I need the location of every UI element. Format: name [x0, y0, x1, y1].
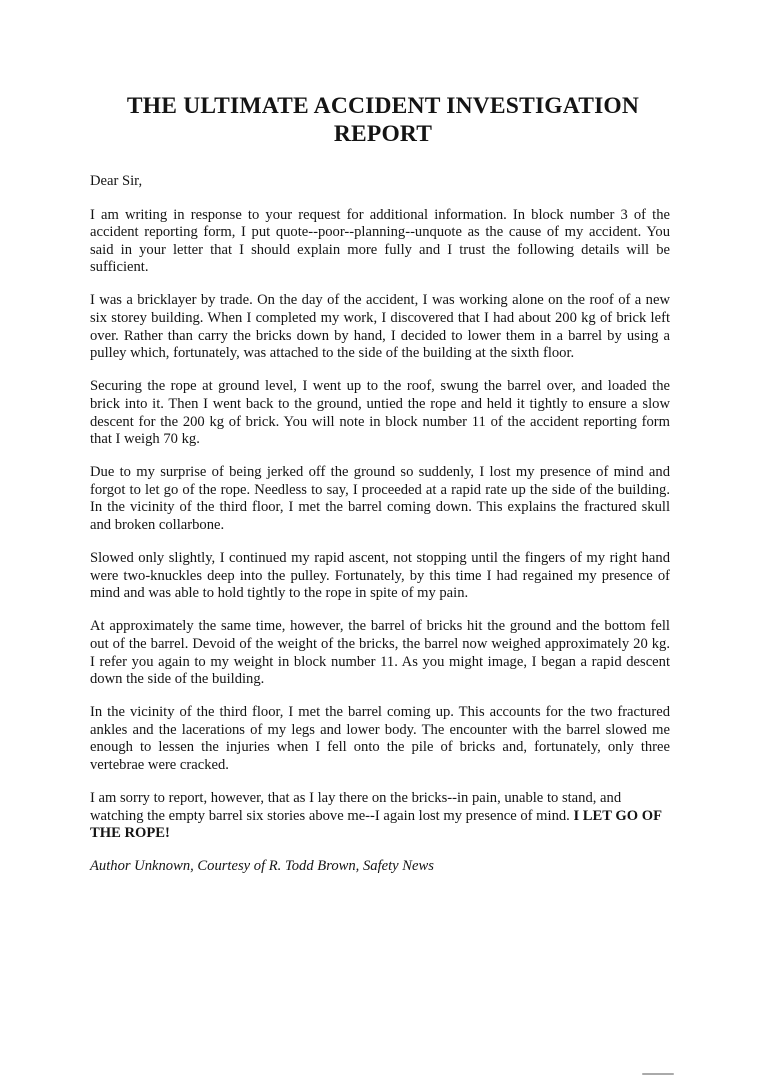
paragraph-rope: Securing the rope at ground level, I went up to the roof, swung the barrel over, and loaded the brick into it. Then I went back to the ground, untied the rope and held it tightly to ensure a slow descent for the 200 kg of brick. You will note in block number 11 of the accident reporting form that I weigh 70 kg. — [90, 378, 670, 448]
title-line-1: THE ULTIMATE ACCIDENT INVESTIGATION — [126, 93, 640, 119]
title-line-2: REPORT — [333, 121, 433, 147]
paragraph-final — [90, 790, 670, 843]
document-title — [60, 92, 706, 148]
paragraph-bricklayer: I was a bricklayer by trade. On the day of the accident, I was working alone on the roof of a new six storey building. When I completed my work, I discovered that I had about 200 kg of brick left over. Rather than carry the bricks down by hand, I decided to lower them in a barrel by using a pulley which, fortunately, was attached to the side of the building at the sixth floor. — [90, 292, 670, 362]
paragraph-ascent: Slowed only slightly, I continued my rapid ascent, not stopping until the fingers of my right hand were two-knuckles deep into the pulley. Fortunately, by this time I had regained my presence of mind and was able to hold tightly to the rope in spite of my pain. — [90, 550, 670, 602]
author-credit: Author Unknown, Courtesy of R. Todd Brown, Safety News — [90, 858, 434, 875]
scan-artifact-mark — [642, 1073, 674, 1075]
paragraph-jerked: Due to my surprise of being jerked off the ground so suddenly, I lost my presence of mind and forgot to let go of the rope. Needless to say, I proceeded at a rapid rate up the side of the building. In the vicinity of the third floor, I met the barrel coming down. This explains the fractured skull and broken collarbone. — [90, 464, 670, 533]
greeting: Dear Sir, — [90, 173, 143, 189]
final-emphasis: I LET GO OF THE ROPE! — [90, 807, 662, 842]
paragraph-barrel-bottom: At approximately the same time, however, the barrel of bricks hit the ground and the bottom fell out of the barrel. Devoid of the weight of the bricks, the barrel now weighed approximately 20 kg. I refer you again to my weight in block number 11. As you might image, I began a rapid descent down the side of the building. — [90, 618, 670, 688]
final-text: I am sorry to report, however, that as I lay there on the bricks--in pain, unable to stand, and watching the empty barrel six stories above me--I again lost my presence of mind. — [90, 790, 622, 824]
letter-body — [90, 173, 670, 892]
paragraph-barrel-up: In the vicinity of the third floor, I met the barrel coming up. This accounts for the two fractured ankles and the lacerations of my legs and lower body. The encounter with the barrel slowed me enough to lessen the injuries when I fell onto the pile of bricks and, fortunately, only three vertebrae were cracked. — [90, 704, 670, 774]
paragraph-request: I am writing in response to your request for additional information. In block number 3 of the accident reporting form, I put quote--poor--planning--unquote as the cause of my accident. You said in your letter that I should explain more fully and I trust the following details will be sufficient. — [90, 206, 670, 276]
